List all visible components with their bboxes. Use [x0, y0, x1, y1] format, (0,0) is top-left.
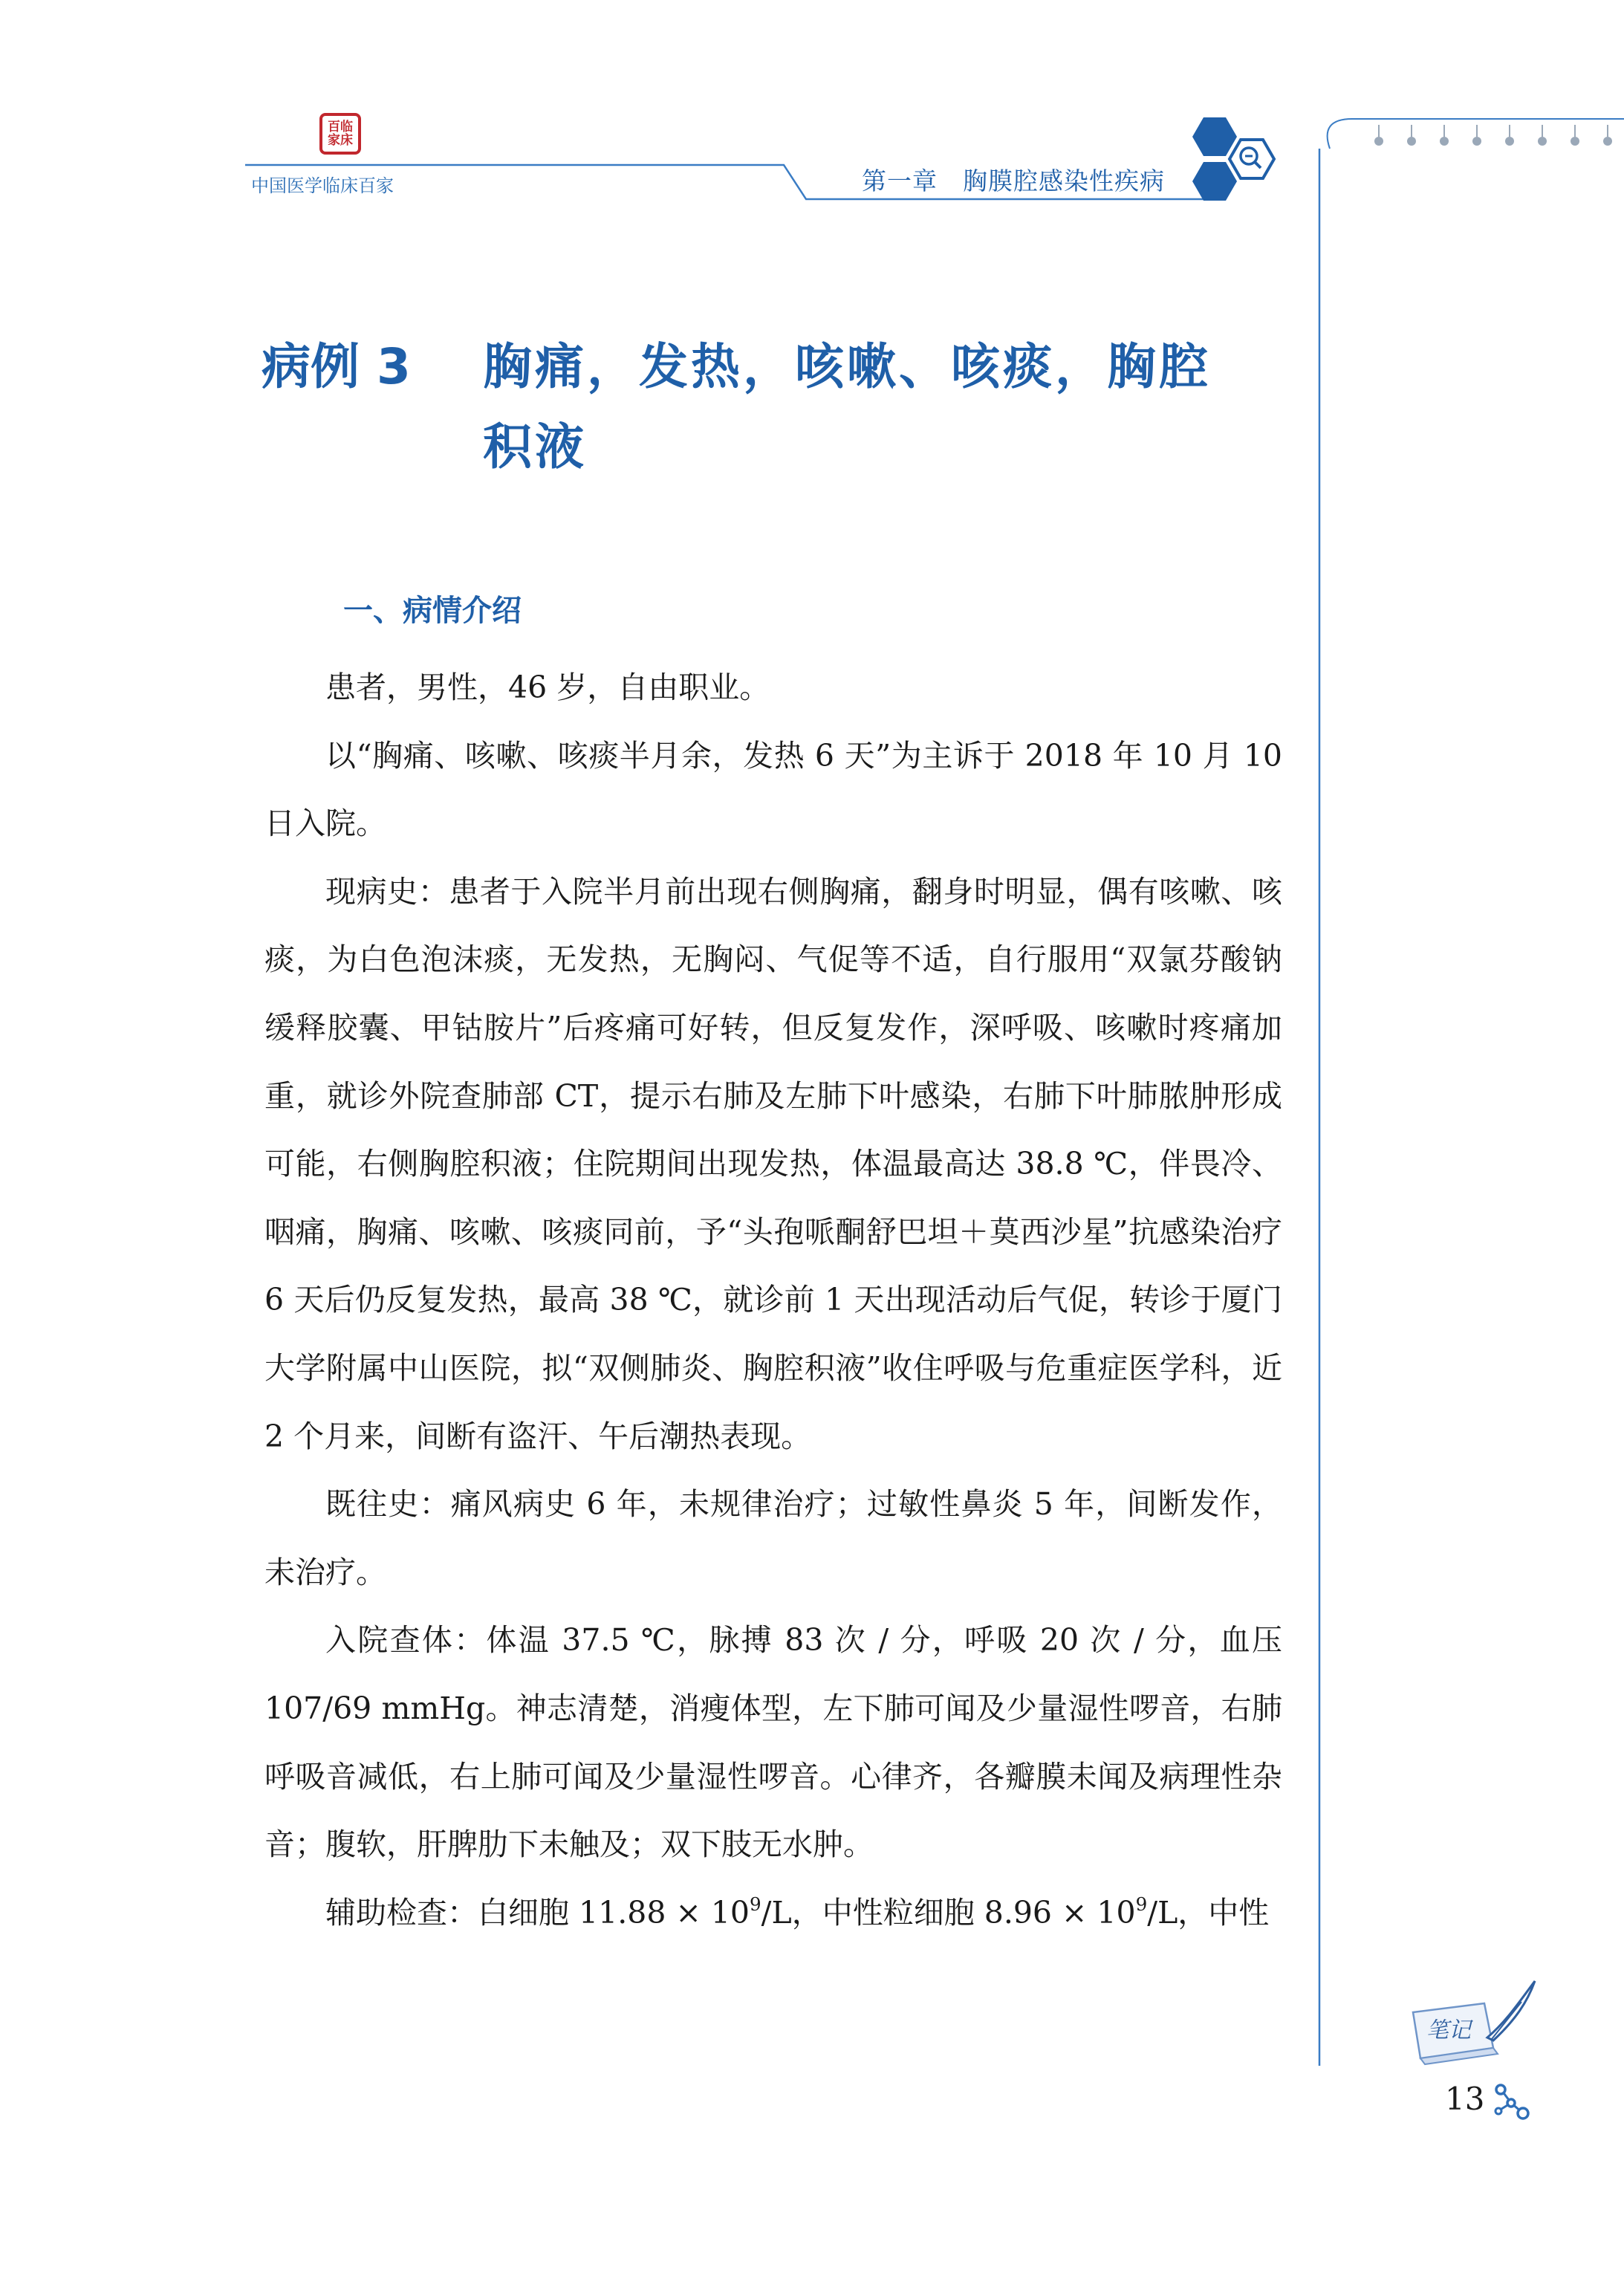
lab-exponent-2: 9: [1135, 1893, 1148, 1915]
paragraph-present-history: 现病史：患者于入院半月前出现右侧胸痛，翻身时明显，偶有咳嗽、咳痰，为白色泡沫痰，无发热，无胸闷、气促等不适，自行服用“双氯芬酸钠缓释胶囊、甲钴胺片”后疼痛可好转，但反复发作，深呼吸、咳嗽时疼痛加重，就诊外院查肺部 CT，提示右肺及左肺下叶感染，右肺下叶肺脓肿形成可能，右侧胸腔积液；住院期间出现发热，体温最高达 38.8 ℃，伴畏冷、咽痛，胸痛、咳嗽、咳痰同前，予“头孢哌酮舒巴坦＋莫西沙星”抗感染治疗 6 天后仍反复发热，最高 38 ℃，就诊前 1 天出现活动后气促，转诊于厦门大学附属中山医院，拟“双侧肺炎、胸腔积液”收住呼吸与危重症医学科，近 2 个月来，间断有盗汗、午后潮热表现。: [264, 873, 1282, 1454]
section-heading: 一、病情介绍: [343, 594, 522, 628]
case-number: 病例 3: [262, 338, 411, 395]
series-brand: 中国医学临床百家: [251, 175, 394, 196]
lab-text-a: 辅助检查：白细胞 11.88 × 10: [325, 1894, 750, 1931]
lab-text-b: /L，中性粒细胞 8.96 × 10: [761, 1894, 1136, 1931]
publisher-seal-text: 百临家床: [328, 120, 353, 148]
paragraph-past-history: 既往史：痛风病史 6 年，未规律治疗；过敏性鼻炎 5 年，间断发作，未治疗。: [264, 1486, 1282, 1590]
case-body: [264, 654, 1282, 1947]
case-title-line-1: 胸痛，发热，咳嗽、咳痰，胸腔: [483, 338, 1211, 395]
lab-exponent-1: 9: [750, 1893, 761, 1915]
paragraph-physical-exam: 入院查体：体温 37.5 ℃，脉搏 83 次 / 分，呼吸 20 次 / 分，血压 107/69 mmHg。神志清楚，消瘦体型，左下肺可闻及少量湿性啰音，右肺呼吸音减低，右上肺可闻及少量湿性啰音。心律齐，各瓣膜未闻及病理性杂音；腹软，肝脾肋下未触及；双下肢无水肿。: [264, 1622, 1282, 1863]
paragraph-chief-complaint: 以“胸痛、咳嗽、咳痰半月余，发热 6 天”为主诉于 2018 年 10 月 10 日入院。: [264, 737, 1282, 842]
paragraph-patient: 患者，男性，46 岁，自由职业。: [325, 670, 770, 705]
notes-badge: [1410, 1977, 1544, 2066]
lab-text-c: /L，中性: [1147, 1894, 1270, 1931]
notes-label: 笔记: [1426, 2017, 1471, 2043]
molecule-icon: [1492, 2084, 1532, 2121]
case-title-line-2: 积液: [483, 418, 587, 476]
page-number: 13: [1445, 2081, 1485, 2117]
paragraph-lab-tests: [264, 1879, 1282, 1948]
chapter-title: 第一章 胸膜腔感染性疾病: [862, 166, 1165, 195]
